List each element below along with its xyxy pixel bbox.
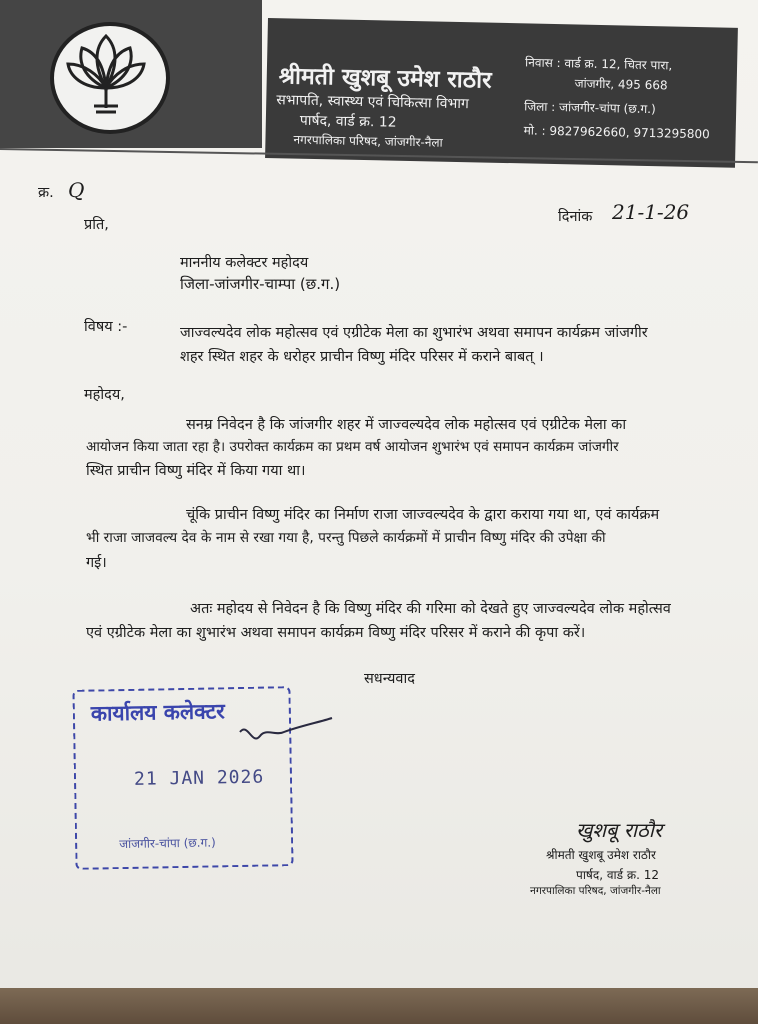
handwritten-signature: खुशबू राठौर: [576, 818, 663, 842]
stamp-initials-scribble: [228, 712, 338, 752]
table-surface: [0, 988, 758, 1024]
letterhead-logo-panel: [0, 0, 262, 148]
letterhead-role: सभापति, स्वास्थ्य एवं चिकित्सा विभाग: [276, 92, 469, 113]
letterhead-name: श्रीमती खुशबू उमेश राठौर: [278, 63, 492, 94]
para3-line-2: एवं एग्रीटेक मेला का शुभारंभ अथवा समापन कार्यक्रम विष्णु मंदिर परिसर में कराने की कृपा करें।: [86, 625, 586, 641]
para2-line-2: भी राजा जाजवल्य देव के नाम से रखा गया है, परन्तु पिछले कार्यक्रमों में प्राचीन विष्णु मंदिर की उपेक्षा की: [86, 530, 606, 546]
para2-line-1: चूंकि प्राचीन विष्णु मंदिर का निर्माण राजा जाज्वल्यदेव के द्वारा कराया गया था, एवं कार्यक्रम: [186, 507, 660, 523]
lotus-logo: [50, 22, 170, 134]
closing: सधन्यवाद: [364, 671, 415, 687]
para3-line-1: अतः महोदय से निवेदन है कि विष्णु मंदिर की गरिमा को देखते हुए जाज्वल्यदेव लोक महोत्सव: [190, 601, 671, 617]
signature-council: नगरपालिका परिषद, जांजगीर-नैला: [530, 885, 661, 897]
addressee-district: जिला-जांजगीर-चाम्पा (छ.ग.): [180, 275, 341, 293]
prati-label: प्रति,: [84, 217, 109, 233]
letterhead-district: जिला : जांजगीर-चांपा (छ.ग.): [524, 99, 656, 117]
para1-line-2: आयोजन किया जाता रहा है। उपरोक्त कार्यक्रम का प्रथम वर्ष आयोजन शुभारंभ एवं समापन कार्यक्रम जांजगीर: [86, 439, 619, 455]
ref-label: क्र.: [38, 185, 54, 201]
lotus-icon: [54, 26, 158, 122]
stamp-date: 21 JAN 2026: [133, 766, 265, 790]
date-label: दिनांक: [558, 209, 593, 225]
addressee-title: माननीय कलेक्टर महोदय: [180, 255, 309, 271]
stamp-place: जांजगीर-चांपा (छ.ग.): [119, 835, 216, 852]
ref-value: Q: [68, 178, 85, 202]
subject-label: विषय :-: [84, 319, 128, 335]
para1-line-1: सनम्र निवेदन है कि जांजगीर शहर में जाज्वल्यदेव लोक महोत्सव एवं एग्रीटेक मेला का: [186, 417, 627, 433]
signature-ward: पार्षद, वार्ड क्र. 12: [576, 868, 659, 882]
date-value: 21-1-26: [612, 200, 690, 224]
para1-line-3: स्थित प्राचीन विष्णु मंदिर में किया गया था।: [86, 463, 306, 479]
letterhead-pincode: जांजगीर, 495 668: [574, 76, 668, 93]
letterhead-ward: पार्षद, वार्ड क्र. 12: [299, 112, 397, 131]
subject-line-2: शहर स्थित शहर के धरोहर प्राचीन विष्णु मंदिर परिसर में कराने बाबत् ।: [180, 349, 544, 365]
letterhead-mobile: मो. : 9827962660, 9713295800: [523, 123, 710, 142]
salutation: महोदय,: [84, 387, 125, 403]
letterhead-banner: [265, 18, 738, 168]
stamp-title: कार्यालय कलेक्टर: [90, 699, 225, 726]
letterhead-council: नगरपालिका परिषद, जांजगीर-नैला: [293, 132, 443, 150]
subject-line-1: जाज्वल्यदेव लोक महोत्सव एवं एग्रीटेक मेला का शुभारंभ अथवा समापन कार्यक्रम जांजगीर: [180, 325, 648, 341]
para2-line-3: गई।: [86, 555, 107, 571]
letterhead-address: निवास : वार्ड क्र. 12, चितर पारा,: [524, 55, 673, 73]
signature-name: श्रीमती खुशबू उमेश राठौर: [546, 848, 656, 862]
